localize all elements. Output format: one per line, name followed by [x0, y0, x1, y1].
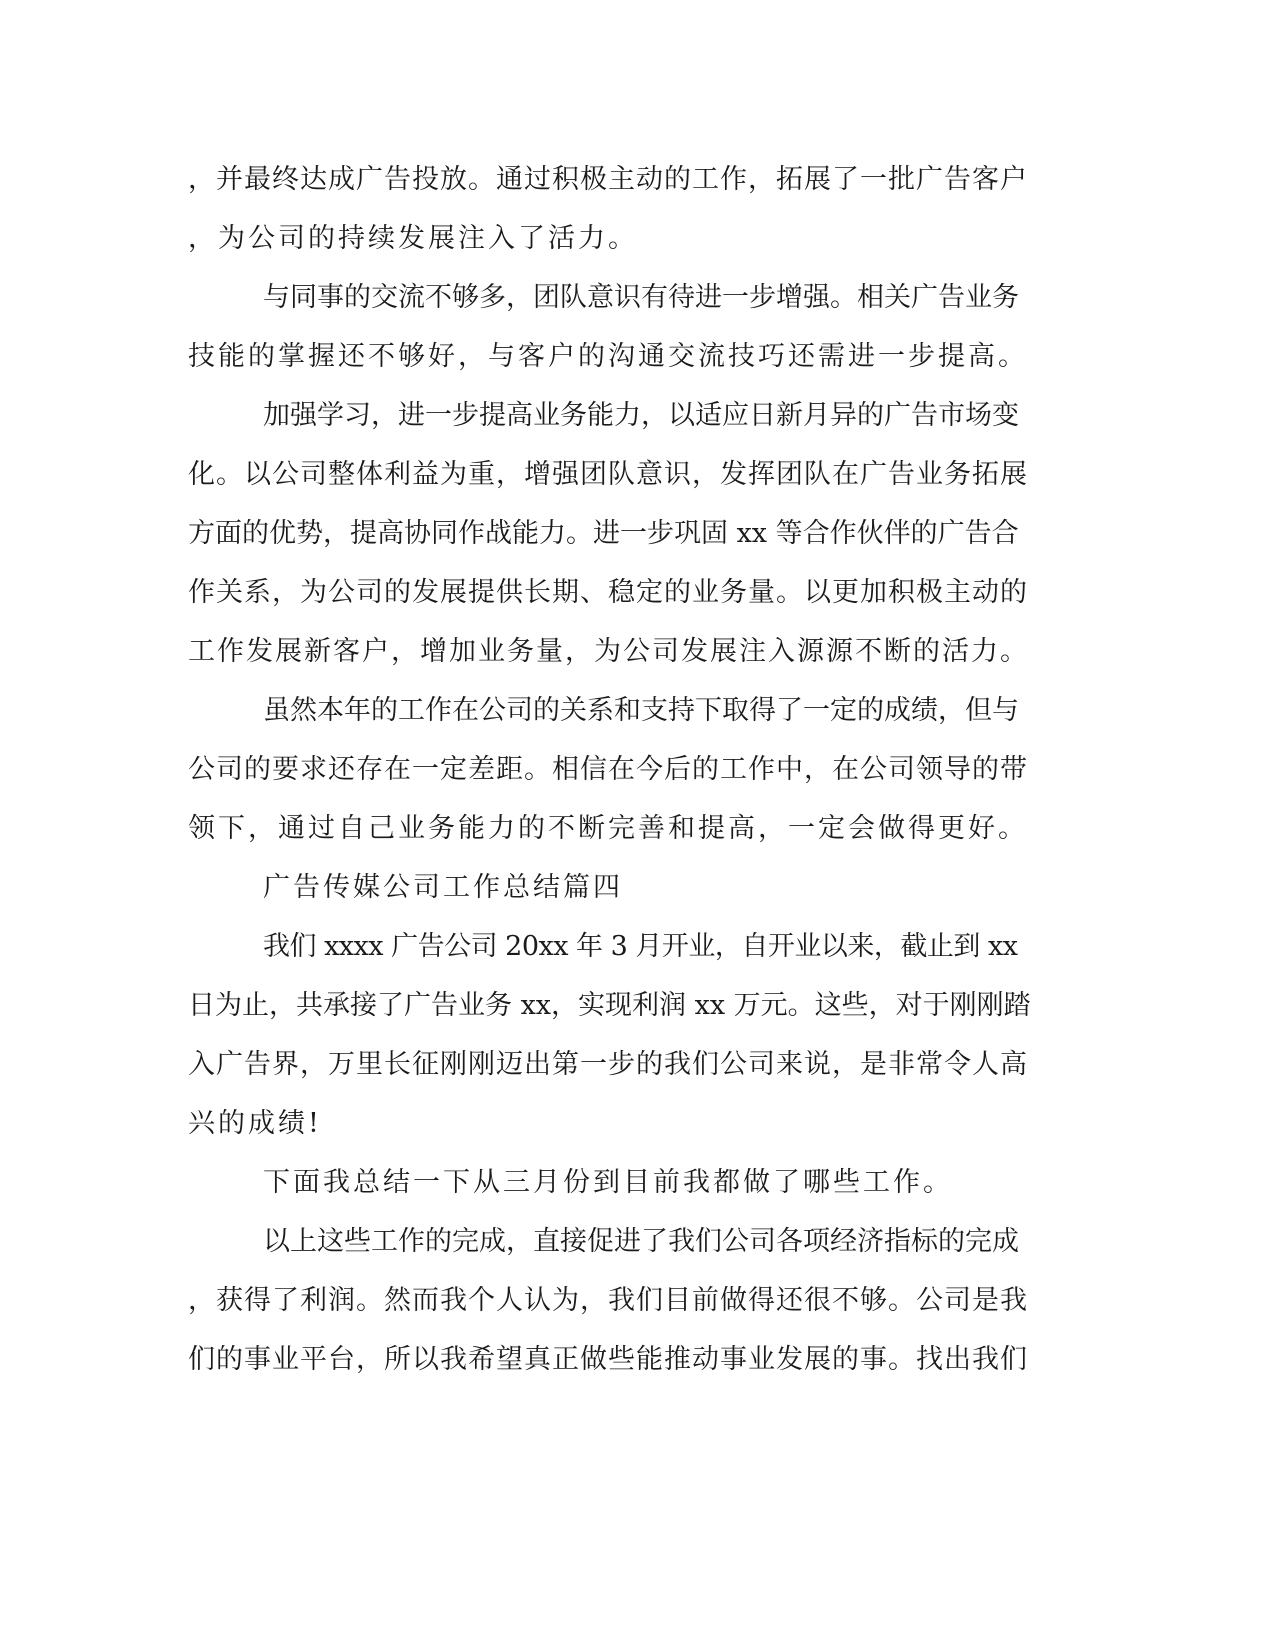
text-line: 们的事业平台，所以我希望真正做些能推动事业发展的事。找出我们: [188, 1344, 1028, 1375]
paragraph-first-line: 虽然本年的工作在公司的关系和支持下取得了一定的成绩，但与: [263, 695, 1019, 726]
text-line: 兴的成绩!: [188, 1108, 322, 1139]
text-line: 日为止，共承接了广告业务 xx，实现利润 xx 万元。这些，对于刚刚踏: [188, 990, 1031, 1021]
paragraph-first-line: 加强学习，进一步提高业务能力，以适应日新月异的广告市场变: [263, 400, 1019, 431]
paragraph-first-line: 以上这些工作的完成，直接促进了我们公司各项经济指标的完成: [263, 1226, 1019, 1257]
paragraph-first-line: 我们 xxxx 广告公司 20xx 年 3 月开业，自开业以来，截止到 xx: [263, 931, 1018, 962]
text-line: ，获得了利润。然而我个人认为，我们目前做得还很不够。公司是我: [188, 1285, 1028, 1316]
text-line: 作关系，为公司的发展提供长期、稳定的业务量。以更加积极主动的: [188, 577, 1028, 608]
text-line: 技能的掌握还不够好，与客户的沟通交流技巧还需进一步提高。: [188, 341, 1028, 372]
paragraph-first-line: 与同事的交流不够多，团队意识有待进一步增强。相关广告业务: [263, 282, 1019, 313]
text-line: 领下，通过自己业务能力的不断完善和提高，一定会做得更好。: [188, 813, 1028, 844]
text-line: 入广告界，万里长征刚刚迈出第一步的我们公司来说，是非常令人高: [188, 1049, 1028, 1080]
text-line: 公司的要求还存在一定差距。相信在今后的工作中，在公司领导的带: [188, 754, 1028, 785]
text-line: 工作发展新客户，增加业务量，为公司发展注入源源不断的活力。: [188, 636, 1029, 667]
text-line: 化。以公司整体利益为重，增强团队意识，发挥团队在广告业务拓展: [188, 459, 1028, 490]
text-line: ，并最终达成广告投放。通过积极主动的工作，拓展了一批广告客户: [188, 164, 1028, 195]
paragraph-first-line: 下面我总结一下从三月份到目前我都做了哪些工作。: [263, 1167, 953, 1198]
text-line: ，为公司的持续发展注入了活力。: [188, 223, 638, 254]
text-line: 方面的优势，提高协同作战能力。进一步巩固 xx 等合作伙伴的广告合: [188, 518, 1019, 549]
section-heading: 广告传媒公司工作总结篇四: [263, 872, 623, 903]
